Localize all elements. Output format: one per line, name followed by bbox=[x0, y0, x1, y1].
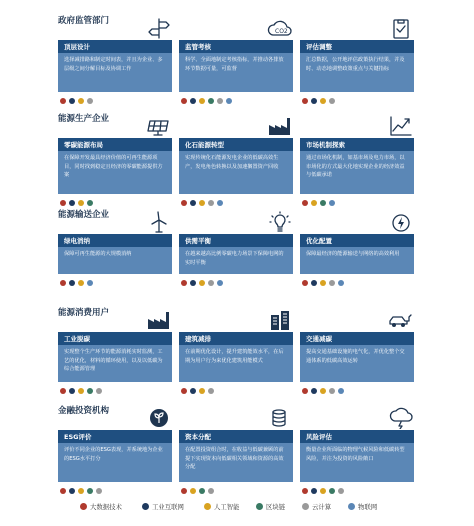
technology-dots bbox=[181, 98, 251, 105]
card-description: 衡量企业所面临的物理气候风险和低碳转型风险，并注为投资的风险敞口 bbox=[306, 447, 405, 462]
legend-dot bbox=[204, 503, 211, 510]
tech-dot-iot bbox=[217, 200, 223, 206]
tech-dot-ai bbox=[320, 388, 326, 394]
tech-dot-big-data bbox=[181, 388, 187, 394]
tech-dot-industrial-internet bbox=[311, 388, 317, 394]
tech-dot-cloud bbox=[329, 98, 335, 104]
card-header bbox=[58, 138, 172, 151]
legend-label: 物联网 bbox=[358, 503, 378, 511]
electric-car-icon bbox=[388, 309, 414, 331]
card-description: 科学、全面地制定考核指标，并推动各排放环节数据可量，可监督 bbox=[185, 57, 284, 72]
section-title: 金融投资机构 bbox=[58, 406, 110, 416]
tech-dot-industrial-internet bbox=[69, 98, 75, 104]
card-description: 在越来越高比例零碳电力场景下保障电网的实时平衡 bbox=[185, 251, 284, 266]
co2-cloud-icon bbox=[267, 17, 293, 39]
legend-dot bbox=[302, 503, 309, 510]
tech-dot-big-data bbox=[181, 200, 187, 206]
tech-dot-cloud bbox=[329, 280, 335, 286]
card-header bbox=[300, 138, 414, 151]
tech-dot-ai bbox=[78, 388, 84, 394]
tech-dot-blockchain bbox=[320, 200, 326, 206]
section-3 bbox=[58, 208, 410, 292]
card-description: 保障可再生能源的大规模消纳 bbox=[64, 251, 132, 257]
card-title: 风险评估 bbox=[306, 433, 332, 441]
tech-dot-industrial-internet bbox=[190, 98, 196, 104]
section-title: 政府监管部门 bbox=[58, 16, 110, 26]
card-title: 评估调整 bbox=[306, 43, 332, 51]
card-description: 保障最经济的能源输送与网络的高效利用 bbox=[306, 251, 400, 257]
tech-dot-ai bbox=[78, 98, 84, 104]
card bbox=[300, 234, 414, 274]
power-clock-icon bbox=[388, 211, 414, 233]
card-description: 通过市场化机制，如基市场及电力市场，以市场化的方式最大化地实现企业的经济效益与低碳承诺 bbox=[306, 155, 405, 179]
tech-dot-ai bbox=[199, 98, 205, 104]
card-title: 资本分配 bbox=[185, 433, 211, 441]
tech-dot-ai bbox=[199, 200, 205, 206]
tech-dot-cloud bbox=[208, 200, 214, 206]
technology-dots bbox=[60, 98, 130, 105]
technology-dots bbox=[181, 200, 251, 207]
tech-dot-cloud bbox=[208, 280, 214, 286]
card-title: 建筑减排 bbox=[185, 335, 211, 343]
card-header bbox=[179, 40, 293, 53]
tech-dot-iot bbox=[87, 280, 93, 286]
tech-dot-industrial-internet bbox=[69, 280, 75, 286]
card-header bbox=[179, 430, 293, 443]
card-title: 交通减碳 bbox=[306, 335, 332, 343]
technology-dots bbox=[302, 388, 372, 395]
card bbox=[58, 332, 172, 382]
tech-dot-industrial-internet bbox=[311, 98, 317, 104]
section-title: 能源生产企业 bbox=[58, 114, 110, 124]
tech-dot-blockchain bbox=[87, 388, 93, 394]
tech-dot-big-data bbox=[302, 388, 308, 394]
card-header bbox=[58, 234, 172, 247]
card-title: 优化配置 bbox=[306, 237, 332, 245]
card-header bbox=[179, 138, 293, 151]
wind-turbine-icon bbox=[146, 211, 172, 233]
technology-dots bbox=[302, 200, 372, 207]
technology-dots bbox=[181, 388, 251, 395]
card bbox=[300, 332, 414, 382]
tech-dot-blockchain bbox=[329, 488, 335, 494]
legend-label: 工业互联网 bbox=[152, 503, 184, 511]
trend-chart-icon bbox=[388, 115, 414, 137]
tech-dot-big-data bbox=[302, 200, 308, 206]
card-title: 工业脱碳 bbox=[64, 335, 90, 343]
tech-dot-blockchain bbox=[87, 488, 93, 494]
factory-icon bbox=[267, 115, 293, 137]
tech-dot-blockchain bbox=[208, 98, 214, 104]
coin-stack-icon bbox=[267, 407, 293, 429]
technology-dots bbox=[60, 280, 130, 287]
card-description: 在前期优化设计，提升建筑能效水平，在后期为用户行为来优化建筑用能模式 bbox=[185, 349, 284, 364]
legend-dot bbox=[256, 503, 263, 510]
card-header bbox=[300, 332, 414, 345]
tech-dot-iot bbox=[338, 388, 344, 394]
card-description: 在保障开发最具经济价值的可再生能源项目，同时找到稳定且经济的零碳能源提供方案 bbox=[64, 155, 163, 179]
section-2 bbox=[58, 112, 410, 212]
tech-dot-big-data bbox=[60, 388, 66, 394]
tech-dot-cloud bbox=[329, 388, 335, 394]
card-title: 顶层设计 bbox=[64, 43, 90, 51]
tech-dot-big-data bbox=[302, 488, 308, 494]
technology-dots bbox=[181, 488, 251, 495]
technology-dots bbox=[60, 488, 130, 495]
tech-dot-big-data bbox=[302, 98, 308, 104]
tech-dot-blockchain bbox=[199, 488, 205, 494]
tech-dot-cloud bbox=[96, 488, 102, 494]
card-title: 化石能源转型 bbox=[185, 141, 224, 149]
section-title: 能源消费用户 bbox=[58, 308, 110, 318]
tech-dot-big-data bbox=[60, 488, 66, 494]
legend-dot bbox=[80, 503, 87, 510]
card-header bbox=[179, 234, 293, 247]
card-description: 提高交通基础设施的电气化，并优化整个交通体系的低碳高效运转 bbox=[306, 349, 405, 364]
tech-dot-big-data bbox=[60, 98, 66, 104]
card-header bbox=[300, 430, 414, 443]
card bbox=[179, 40, 293, 92]
tech-dot-industrial-internet bbox=[69, 388, 75, 394]
card-description: 汇总数据，公开地评估政策执行结果，并及时、动态地调整政策重点与关键指标 bbox=[306, 57, 405, 72]
card-description: 实现整个生产环节的能源消耗实时监测，工艺的优化，材料的循环使用，以及以低碳为综合能源管理 bbox=[64, 349, 163, 373]
card-title: 零碳能源布局 bbox=[64, 141, 103, 149]
globe-plant-icon bbox=[146, 407, 172, 429]
card-title: 绿电消纳 bbox=[64, 237, 90, 245]
tech-dot-industrial-internet bbox=[190, 388, 196, 394]
section-4 bbox=[58, 306, 410, 400]
legend-label: 区块链 bbox=[266, 503, 286, 511]
tech-dot-big-data bbox=[181, 98, 187, 104]
tech-dot-blockchain bbox=[87, 200, 93, 206]
tech-dot-ai bbox=[320, 98, 326, 104]
card-header bbox=[300, 40, 414, 53]
legend-label: 大数据技术 bbox=[90, 503, 122, 511]
tech-dot-cloud bbox=[96, 388, 102, 394]
tech-dot-ai bbox=[311, 200, 317, 206]
clipboard-check-icon bbox=[388, 17, 414, 39]
card-title: 市场机制探索 bbox=[306, 141, 345, 149]
card bbox=[300, 430, 414, 482]
tech-dot-big-data bbox=[181, 488, 187, 494]
technology-dots bbox=[181, 280, 251, 287]
tech-dot-ai bbox=[78, 280, 84, 286]
technology-dots bbox=[60, 388, 130, 395]
card-header bbox=[58, 40, 172, 53]
legend bbox=[80, 502, 440, 512]
buildings-icon bbox=[267, 309, 293, 331]
tech-dot-ai bbox=[199, 280, 205, 286]
card-header bbox=[179, 332, 293, 345]
card-title: 监管考核 bbox=[185, 43, 211, 51]
legend-dot bbox=[348, 503, 355, 510]
technology-dots bbox=[60, 200, 130, 207]
tech-dot-iot bbox=[217, 280, 223, 286]
tech-dot-cloud bbox=[217, 98, 223, 104]
tech-dot-cloud bbox=[208, 388, 214, 394]
tech-dot-iot bbox=[338, 280, 344, 286]
card bbox=[179, 234, 293, 274]
card bbox=[58, 138, 172, 194]
tech-dot-industrial-internet bbox=[190, 280, 196, 286]
card-title: ESG评价 bbox=[64, 433, 92, 441]
tech-dot-ai bbox=[320, 280, 326, 286]
tech-dot-industrial-internet bbox=[311, 280, 317, 286]
tech-dot-ai bbox=[78, 488, 84, 494]
technology-dots bbox=[302, 280, 372, 287]
tech-dot-big-data bbox=[302, 280, 308, 286]
solar-panel-icon bbox=[146, 115, 172, 137]
signpost-icon bbox=[146, 17, 172, 39]
storm-cloud-icon bbox=[388, 407, 414, 429]
tech-dot-big-data bbox=[181, 280, 187, 286]
section-5 bbox=[58, 404, 410, 500]
tech-dot-industrial-internet bbox=[190, 200, 196, 206]
legend-label: 人工智能 bbox=[214, 503, 240, 511]
tech-dot-cloud bbox=[338, 488, 344, 494]
section-title: 能源输送企业 bbox=[58, 210, 110, 220]
card-description: 评价不同企业的ESG表现，并系统地为企业的ESG水平打分 bbox=[64, 447, 163, 462]
card-header bbox=[58, 332, 172, 345]
tech-dot-iot bbox=[226, 98, 232, 104]
card bbox=[179, 430, 293, 482]
technology-dots bbox=[302, 98, 372, 105]
card bbox=[300, 40, 414, 92]
card-header bbox=[58, 430, 172, 443]
legend-label: 云计算 bbox=[312, 503, 332, 511]
tech-dot-industrial-internet bbox=[69, 200, 75, 206]
section-1 bbox=[58, 14, 410, 110]
tech-dot-big-data bbox=[60, 280, 66, 286]
card bbox=[179, 332, 293, 382]
card-title: 供需平衡 bbox=[185, 237, 211, 245]
lightbulb-icon bbox=[267, 211, 293, 233]
tech-dot-ai bbox=[190, 488, 196, 494]
card-header bbox=[300, 234, 414, 247]
card-description: 在配置投资组合时，在收益与低碳兼顾的前提下实现资本向低碳相关领域和资源的高效分配 bbox=[185, 447, 284, 471]
tech-dot-ai bbox=[320, 488, 326, 494]
card-description: 实现传统化石能源发电企业的低碳高效生产，发电角色转换以及加速搁置资产回收 bbox=[185, 155, 279, 170]
factory-icon bbox=[146, 309, 172, 331]
tech-dot-industrial-internet bbox=[69, 488, 75, 494]
card bbox=[179, 138, 293, 194]
tech-dot-cloud bbox=[87, 98, 93, 104]
tech-dot-ai bbox=[199, 388, 205, 394]
svg-text:CO2: CO2 bbox=[275, 28, 288, 35]
tech-dot-big-data bbox=[60, 200, 66, 206]
card bbox=[300, 138, 414, 194]
legend-dot bbox=[142, 503, 149, 510]
card-description: 选择减排路和制定时间表，并且为企业、多层级之间分解目标及协调工作 bbox=[64, 57, 163, 72]
tech-dot-ai bbox=[78, 200, 84, 206]
tech-dot-iot bbox=[329, 200, 335, 206]
technology-dots bbox=[302, 488, 372, 495]
card bbox=[58, 40, 172, 92]
card bbox=[58, 430, 172, 482]
tech-dot-cloud bbox=[208, 488, 214, 494]
card bbox=[58, 234, 172, 274]
tech-dot-industrial-internet bbox=[311, 488, 317, 494]
